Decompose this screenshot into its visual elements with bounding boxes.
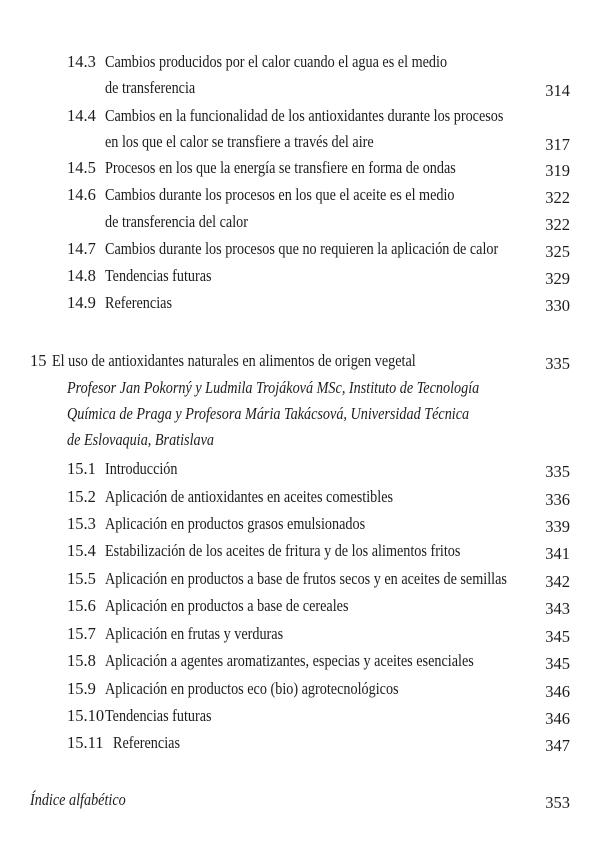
toc-entry-number: 15.3	[67, 514, 96, 533]
chapter-authors: Profesor Jan Pokorný y Ludmila Trojáková MSc, Instituto de Tecnología	[67, 378, 480, 397]
toc-entry-title: Tendencias futuras	[105, 266, 212, 285]
toc-entry-number: 15.4	[67, 541, 96, 560]
toc-entry-number: 15.2	[67, 487, 96, 506]
toc-entry-title: Introducción	[105, 459, 178, 478]
toc-page-number: 335	[545, 354, 570, 373]
toc-page-number: 322	[545, 188, 570, 207]
toc-page-number: 346	[545, 682, 570, 701]
toc-entry-number: 15.1	[67, 459, 96, 478]
chapter-authors: Química de Praga y Profesora Mária Takácsová, Universidad Técnica	[67, 404, 470, 423]
toc-entry-title: Estabilización de los aceites de fritura y de los alimentos fritos	[105, 541, 461, 560]
toc-page-number: 330	[545, 296, 570, 315]
toc-entry-number: 14.3	[67, 52, 96, 71]
toc-entry-title: Aplicación en productos a base de frutos secos y en aceites de semillas	[105, 569, 507, 588]
toc-entry-number: 15.5	[67, 569, 96, 588]
toc-page-number: 317	[545, 135, 570, 154]
toc-page-number: 335	[545, 462, 570, 481]
toc-page-number: 343	[545, 599, 570, 618]
toc-page-number: 339	[545, 517, 570, 536]
toc-page-number: 347	[545, 736, 570, 755]
toc-page-number: 345	[545, 627, 570, 646]
toc-entry-number: 15.11	[67, 733, 104, 752]
toc-entry-number: 15.10	[67, 706, 105, 725]
toc-entry-number: 14.6	[67, 185, 96, 204]
toc-entry-title: Cambios durante los procesos que no requieren la aplicación de calor	[105, 239, 499, 258]
chapter-authors: de Eslovaquia, Bratislava	[67, 430, 215, 449]
toc-page-number: 346	[545, 709, 570, 728]
toc-entry-number: 14.8	[67, 266, 96, 285]
toc-entry-title: Referencias	[105, 293, 172, 312]
toc-entry-title: Tendencias futuras	[105, 706, 212, 725]
toc-entry-number: 15.8	[67, 651, 96, 670]
toc-entry-title: Cambios durante los procesos en los que el aceite es el medio	[105, 185, 455, 204]
toc-page-number: 322	[545, 215, 570, 234]
toc-entry-title: Aplicación en productos grasos emulsionados	[105, 514, 366, 533]
toc-entry-title: Cambios en la funcionalidad de los antioxidantes durante los procesos	[105, 106, 504, 125]
toc-entry-title: Aplicación en frutas y verduras	[105, 624, 284, 643]
toc-entry-number: 15.9	[67, 679, 96, 698]
toc-entry-title: Aplicación en productos eco (bio) agrotecnológicos	[105, 679, 399, 698]
toc-entry-number: 15.7	[67, 624, 96, 643]
toc-entry-title: de transferencia del calor	[105, 212, 249, 231]
toc-entry-number: 15.6	[67, 596, 96, 615]
toc-entry-title: de transferencia	[105, 78, 196, 97]
toc-entry-title: Procesos en los que la energía se transfiere en forma de ondas	[105, 158, 456, 177]
toc-page-number: 314	[545, 81, 570, 100]
toc-entry-title: en los que el calor se transfiere a través del aire	[105, 132, 374, 151]
toc-entry-number: 14.7	[67, 239, 96, 258]
toc-page-number: 342	[545, 572, 570, 591]
toc-page-number: 345	[545, 654, 570, 673]
chapter-title: El uso de antioxidantes naturales en alimentos de origen vegetal	[52, 351, 416, 370]
index-title: Índice alfabético	[30, 790, 126, 809]
toc-page-number: 353	[545, 793, 570, 812]
toc-page-number: 336	[545, 490, 570, 509]
toc-entry-number: 14.4	[67, 106, 96, 125]
toc-page-number: 329	[545, 269, 570, 288]
toc-entry-title: Aplicación a agentes aromatizantes, especias y aceites esenciales	[105, 651, 474, 670]
toc-entry-title: Aplicación en productos a base de cereales	[105, 596, 349, 615]
toc-entry-number: 14.5	[67, 158, 96, 177]
toc-entry-title: Referencias	[113, 733, 180, 752]
chapter-number: 15	[30, 351, 47, 370]
toc-entry-title: Aplicación de antioxidantes en aceites comestibles	[105, 487, 394, 506]
toc-page-number: 325	[545, 242, 570, 261]
toc-entry-number: 14.9	[67, 293, 96, 312]
toc-page-number: 319	[545, 161, 570, 180]
toc-page-number: 341	[545, 544, 570, 563]
toc-entry-title: Cambios producidos por el calor cuando el agua es el medio	[105, 52, 448, 71]
